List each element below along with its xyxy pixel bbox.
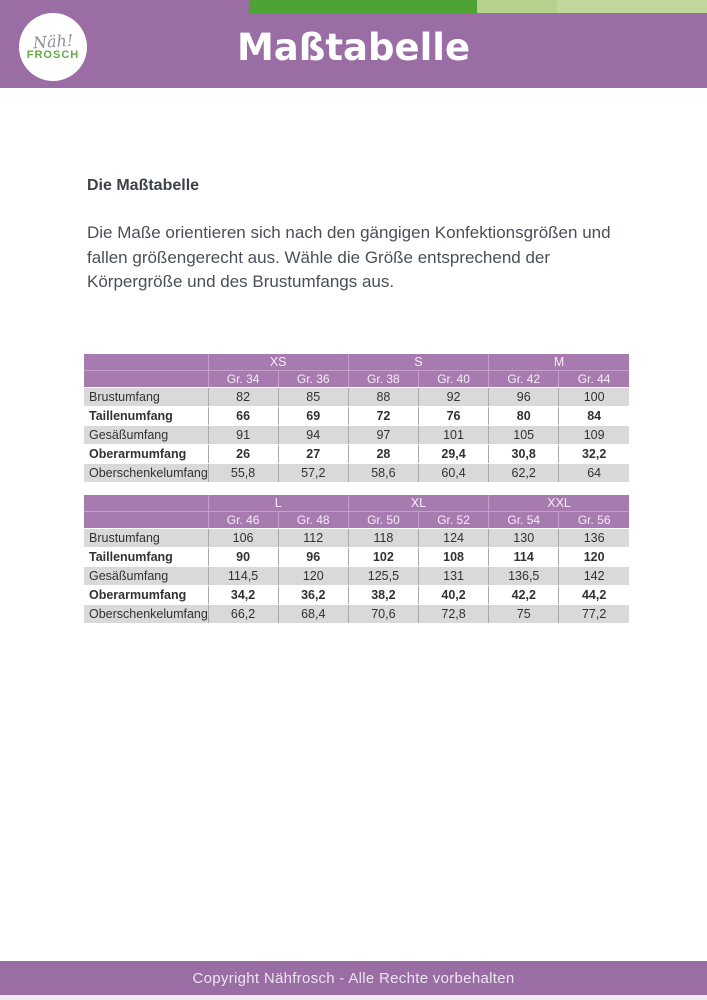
table-row bbox=[84, 586, 629, 605]
measurement-value: 80 bbox=[489, 407, 559, 426]
measurement-value: 96 bbox=[278, 548, 348, 567]
size-table-xs-s-m bbox=[84, 354, 629, 483]
logo-script-text: Näh! bbox=[32, 30, 74, 52]
measurement-label: Gesäßumfang bbox=[84, 426, 208, 445]
corner-cell bbox=[84, 371, 208, 388]
size-group-header: L bbox=[208, 495, 348, 512]
measurement-label: Oberarmumfang bbox=[84, 586, 208, 605]
measurement-value: 109 bbox=[559, 426, 629, 445]
page-header bbox=[0, 0, 707, 88]
accent-bar bbox=[249, 0, 707, 13]
measurement-value: 108 bbox=[418, 548, 488, 567]
measurement-value: 34,2 bbox=[208, 586, 278, 605]
measurement-value: 28 bbox=[348, 445, 418, 464]
size-header: Gr. 54 bbox=[489, 512, 559, 529]
measurement-value: 130 bbox=[489, 529, 559, 548]
measurement-value: 55,8 bbox=[208, 464, 278, 483]
measurement-value: 77,2 bbox=[559, 605, 629, 624]
accent-bar-segment-dark bbox=[249, 0, 477, 13]
footer-bottom-strip bbox=[0, 995, 707, 1000]
table-row bbox=[84, 426, 629, 445]
measurement-value: 90 bbox=[208, 548, 278, 567]
intro-paragraph: Die Maße orientieren sich nach den gängigen Konfektionsgrößen und fallen größengerecht aus. Wähle die Größe entsprechend der Körpergröße und des Brustumfangs aus. bbox=[87, 223, 611, 291]
measurement-label: Oberschenkelumfang bbox=[84, 605, 208, 624]
measurement-value: 118 bbox=[348, 529, 418, 548]
size-header: Gr. 40 bbox=[418, 371, 488, 388]
section-heading: Die Maßtabelle bbox=[87, 177, 200, 194]
measurement-value: 57,2 bbox=[278, 464, 348, 483]
size-header: Gr. 44 bbox=[559, 371, 629, 388]
logo-caps-text: FROSCH bbox=[26, 48, 80, 61]
measurement-value: 68,4 bbox=[278, 605, 348, 624]
measurement-label: Taillenumfang bbox=[84, 407, 208, 426]
measurement-value: 85 bbox=[278, 388, 348, 407]
table-row bbox=[84, 548, 629, 567]
table-row bbox=[84, 445, 629, 464]
measurement-value: 75 bbox=[489, 605, 559, 624]
size-header-row bbox=[84, 371, 629, 388]
page-footer bbox=[0, 961, 707, 995]
measurement-value: 94 bbox=[278, 426, 348, 445]
measurement-label: Brustumfang bbox=[84, 529, 208, 548]
accent-bar-segment-mid bbox=[477, 0, 557, 13]
copyright-text: Copyright Nähfrosch - Alle Rechte vorbehalten bbox=[192, 969, 515, 987]
size-header: Gr. 34 bbox=[208, 371, 278, 388]
size-header: Gr. 50 bbox=[348, 512, 418, 529]
corner-cell bbox=[84, 495, 208, 512]
measurement-value: 70,6 bbox=[348, 605, 418, 624]
size-header: Gr. 36 bbox=[278, 371, 348, 388]
measurement-value: 120 bbox=[278, 567, 348, 586]
size-header: Gr. 56 bbox=[559, 512, 629, 529]
measurement-value: 92 bbox=[418, 388, 488, 407]
measurement-value: 36,2 bbox=[278, 586, 348, 605]
measurement-value: 29,4 bbox=[418, 445, 488, 464]
table-row bbox=[84, 407, 629, 426]
table-row bbox=[84, 388, 629, 407]
size-group-header: XXL bbox=[489, 495, 629, 512]
measurement-value: 136 bbox=[559, 529, 629, 548]
measurement-value: 40,2 bbox=[418, 586, 488, 605]
size-header: Gr. 38 bbox=[348, 371, 418, 388]
measurement-value: 100 bbox=[559, 388, 629, 407]
measurement-value: 62,2 bbox=[489, 464, 559, 483]
measurement-value: 131 bbox=[418, 567, 488, 586]
measurement-label: Taillenumfang bbox=[84, 548, 208, 567]
measurement-value: 96 bbox=[489, 388, 559, 407]
corner-cell bbox=[84, 512, 208, 529]
measurement-value: 66 bbox=[208, 407, 278, 426]
table-row bbox=[84, 529, 629, 548]
measurement-value: 114 bbox=[489, 548, 559, 567]
corner-cell bbox=[84, 354, 208, 371]
measurement-value: 120 bbox=[559, 548, 629, 567]
size-group-header: S bbox=[348, 354, 488, 371]
measurement-value: 26 bbox=[208, 445, 278, 464]
measurement-value: 88 bbox=[348, 388, 418, 407]
measurement-value: 105 bbox=[489, 426, 559, 445]
measurement-value: 72 bbox=[348, 407, 418, 426]
measurement-label: Gesäßumfang bbox=[84, 567, 208, 586]
measurement-value: 125,5 bbox=[348, 567, 418, 586]
size-header: Gr. 46 bbox=[208, 512, 278, 529]
size-table-l-xl-xxl bbox=[84, 495, 629, 624]
measurement-value: 58,6 bbox=[348, 464, 418, 483]
measurement-value: 27 bbox=[278, 445, 348, 464]
measurement-value: 91 bbox=[208, 426, 278, 445]
measurement-value: 42,2 bbox=[489, 586, 559, 605]
measurement-value: 30,8 bbox=[489, 445, 559, 464]
measurement-value: 84 bbox=[559, 407, 629, 426]
size-header: Gr. 52 bbox=[418, 512, 488, 529]
measurement-value: 136,5 bbox=[489, 567, 559, 586]
measurement-label: Oberschenkelumfang bbox=[84, 464, 208, 483]
measurement-value: 102 bbox=[348, 548, 418, 567]
size-group-header: XL bbox=[348, 495, 488, 512]
size-group-header: XS bbox=[208, 354, 348, 371]
size-group-row bbox=[84, 495, 629, 512]
size-header: Gr. 42 bbox=[489, 371, 559, 388]
measurement-value: 101 bbox=[418, 426, 488, 445]
measurement-value: 72,8 bbox=[418, 605, 488, 624]
measurement-value: 66,2 bbox=[208, 605, 278, 624]
measurement-label: Brustumfang bbox=[84, 388, 208, 407]
size-header: Gr. 48 bbox=[278, 512, 348, 529]
measurement-value: 82 bbox=[208, 388, 278, 407]
measurement-value: 44,2 bbox=[559, 586, 629, 605]
measurement-value: 97 bbox=[348, 426, 418, 445]
measurement-value: 76 bbox=[418, 407, 488, 426]
measurement-value: 69 bbox=[278, 407, 348, 426]
table-row bbox=[84, 567, 629, 586]
page-title: Maßtabelle bbox=[236, 26, 471, 69]
measurement-value: 114,5 bbox=[208, 567, 278, 586]
measurement-value: 60,4 bbox=[418, 464, 488, 483]
measurement-value: 32,2 bbox=[559, 445, 629, 464]
table-row bbox=[84, 605, 629, 624]
measurement-value: 106 bbox=[208, 529, 278, 548]
measurement-label: Oberarmumfang bbox=[84, 445, 208, 464]
size-group-row bbox=[84, 354, 629, 371]
table-row bbox=[84, 464, 629, 483]
accent-bar-segment-light bbox=[557, 0, 707, 13]
size-group-header: M bbox=[489, 354, 629, 371]
measurement-value: 64 bbox=[559, 464, 629, 483]
measurement-value: 38,2 bbox=[348, 586, 418, 605]
measurement-value: 112 bbox=[278, 529, 348, 548]
size-header-row bbox=[84, 512, 629, 529]
measurement-value: 142 bbox=[559, 567, 629, 586]
measurement-value: 124 bbox=[418, 529, 488, 548]
